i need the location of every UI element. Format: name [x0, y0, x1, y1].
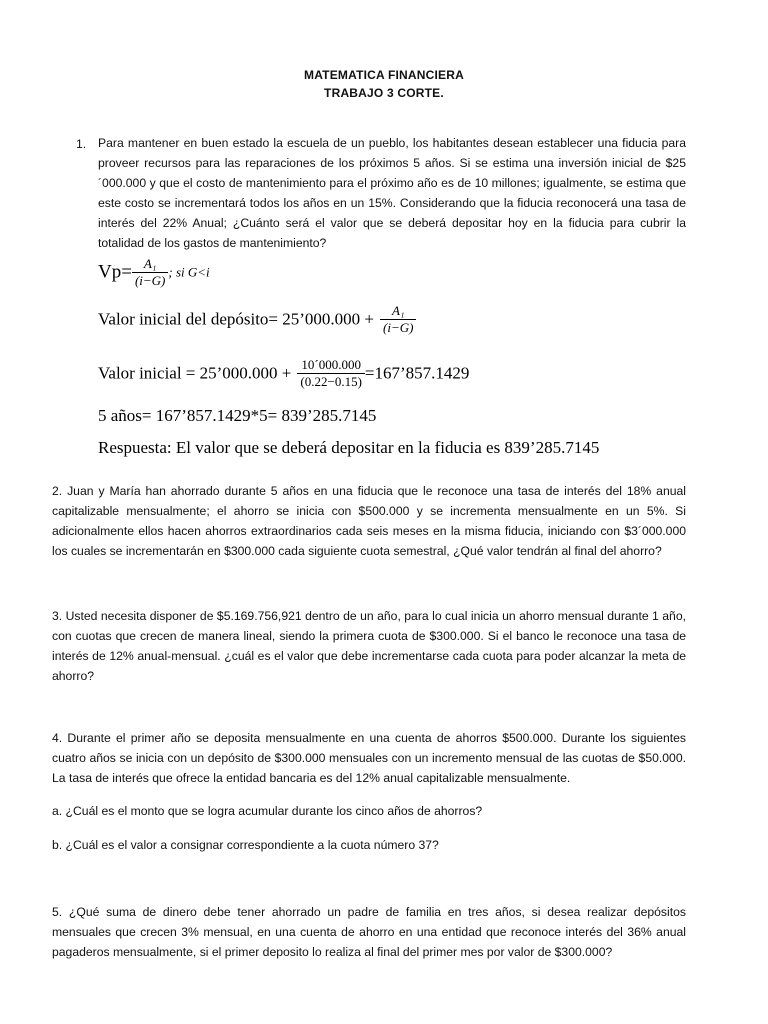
formula-initial-lhs: Valor inicial = 25’000.000 +: [98, 363, 292, 383]
question-1-answer: Respuesta: El valor que se deberá depositar en la fiducia es 839’285.7145: [98, 438, 600, 457]
question-5-text: 5. ¿Qué suma de dinero debe tener ahorrado un padre de familia en tres años, si desea realizar depósitos mensuales que crecen 3% mensual, en una cuenta de ahorro en una entidad que reconoce interés del 36% anual pagaderos mensualmente, si el primer deposito lo realiza al final del primer mes por valor de $300.000?: [52, 905, 686, 959]
document-title: MATEMATICA FINANCIERA: [304, 68, 464, 82]
formula-initial-fraction: [297, 357, 365, 390]
question-4a-text: a. ¿Cuál es el monto que se logra acumular durante los cinco años de ahorros?: [52, 804, 483, 818]
formula-deposit-fraction: [380, 303, 416, 336]
formula-deposit-lhs: Valor inicial del depósito= 25’000.000 +: [98, 309, 375, 329]
question-4b-text: b. ¿Cuál es el valor a consignar correspondiente a la cuota número 37?: [52, 838, 439, 852]
formula-initial-rhs: =167’857.1429: [364, 363, 470, 383]
formula-deposit-numerator: A₁: [392, 303, 405, 318]
formula-vp-lhs: Vp=: [98, 261, 132, 283]
document-subtitle: TRABAJO 3 CORTE.: [324, 86, 444, 100]
formula-vp: [98, 256, 210, 289]
question-1-number: 1.: [76, 137, 87, 151]
question-2-text: 2. Juan y María han ahorrado durante 5 años en una fiducia que le reconoce una tasa de interés del 18% anual capitalizable mensualmente; el ahorro se inicia con $500.000 y se incrementa mensualmente en un 5%. Si adicionalmente ellos hacen ahorros extraordinarios cada seis meses en la misma fiducia, iniciando con $3´000.000 los cuales se incrementarán en $300.000 cada siguiente cuota semestral, ¿Qué valor tendrán al final del ahorro?: [52, 484, 686, 558]
formula-vp-fraction: [132, 256, 168, 289]
formula-initial-denominator: (0.22−0.15): [297, 373, 365, 390]
question-4-text: 4. Durante el primer año se deposita mensualmente en una cuenta de ahorros $500.000. Durante los siguientes cuatro años se inicia con un depósito de $300.000 mensuales con un incremento mensual de las cuotas de $50.000. La tasa de interés que ofrece la entidad bancaria es del 12% anual capitalizable mensualmente.: [52, 731, 686, 785]
formula-deposit-denominator: (i−G): [380, 319, 416, 336]
formula-vp-denominator: (i−G): [132, 272, 168, 289]
formula-deposit: [98, 303, 416, 336]
question-1-text: Para mantener en buen estado la escuela de un pueblo, los habitantes desean establecer una fiducia para proveer recursos para las reparaciones de los próximos 5 años. Si se estima una inversión inicial de $25 ´000.000 y que el costo de mantenimiento para el próximo año es de 10 millones; igualmente, se estima que este costo se incrementará todos los años en un 15%. Considerando que la fiducia reconocerá una tasa de interés del 22% Anual; ¿Cuánto será el valor que se deberá depositar hoy en la fiducia para cubrir la totalidad de los gastos de mantenimiento?: [98, 136, 686, 250]
five-years-result: 5 años= 167’857.1429*5= 839’285.7145: [98, 406, 377, 425]
question-3-text: 3. Usted necesita disponer de $5.169.756,921 dentro de un año, para lo cual inicia un ahorro mensual durante 1 año, con cuotas que crecen de manera lineal, siendo la primera cuota de $300.000. Si el banco le reconoce una tasa de interés de 12% anual-mensual. ¿cuál es el valor que debe incrementarse cada cuota para poder alcanzar la meta de ahorro?: [52, 609, 686, 683]
formula-initial-value: [98, 357, 469, 390]
formula-vp-condition: ; si G<i: [168, 264, 210, 280]
formula-vp-numerator: A₁: [143, 256, 157, 271]
formula-initial-numerator: 10´000.000: [301, 357, 361, 372]
